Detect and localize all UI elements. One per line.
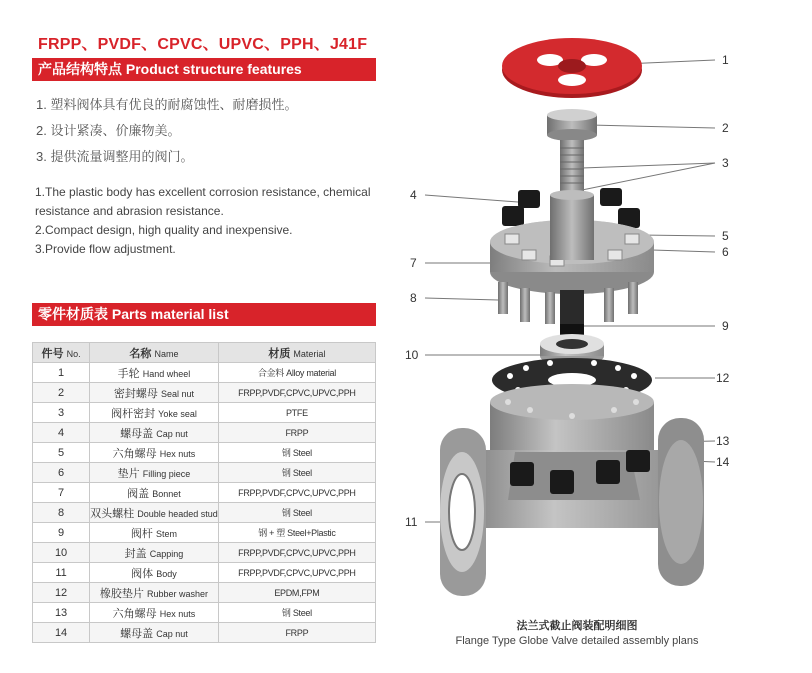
parts-title-cn: 零件材质表 <box>38 306 108 322</box>
callout-10: 10 <box>405 348 419 362</box>
part-number: 14 <box>33 623 90 643</box>
callout-2: 2 <box>722 121 729 135</box>
features-list-en <box>35 183 385 259</box>
part-name-cn: 螺母盖 <box>120 427 154 440</box>
callout-7: 7 <box>410 256 417 270</box>
part-name-en: Yoke seal <box>158 408 197 419</box>
part-number: 10 <box>33 543 90 563</box>
part-material: FRPP,PVDF,CPVC,UPVC,PPH <box>218 543 375 563</box>
part-material: 钢 Steel <box>218 443 375 463</box>
part-material: EPDM,FPM <box>218 583 375 603</box>
part-number: 12 <box>33 583 90 603</box>
part-name-en: Filling piece <box>142 468 191 479</box>
table-row <box>33 523 376 543</box>
part-number: 6 <box>33 463 90 483</box>
features-title-cn: 产品结构特点 <box>38 61 122 77</box>
part-material: 钢 Steel <box>218 463 375 483</box>
table-row <box>33 363 376 383</box>
part-material: FRPP <box>218 623 375 643</box>
feature-en: 2.Compact design, high quality and inexpensive. <box>35 223 293 237</box>
part-number: 4 <box>33 423 90 443</box>
table-row <box>33 563 376 583</box>
part-name-cn: 密封螺母 <box>113 387 158 400</box>
part-name <box>90 603 219 623</box>
features-divider <box>32 80 376 81</box>
table-row <box>33 483 376 503</box>
part-name-en: Body <box>156 568 177 579</box>
part-name <box>90 483 219 503</box>
part-name-cn: 阀盖 <box>127 487 150 500</box>
part-material: FRPP,PVDF,CPVC,UPVC,PPH <box>218 563 375 583</box>
part-number: 1 <box>33 363 90 383</box>
callout-6: 6 <box>722 245 729 259</box>
part-name-en: Capping <box>149 548 184 559</box>
part-name <box>90 363 219 383</box>
part-name-cn: 六角螺母 <box>112 607 157 620</box>
part-name-en: Rubber washer <box>146 588 208 599</box>
table-row <box>33 383 376 403</box>
header-name: 名称 Name <box>90 343 219 363</box>
callout-9: 9 <box>722 319 729 333</box>
part-name-cn: 双头螺柱 <box>90 507 135 520</box>
features-list-cn <box>36 92 297 170</box>
callout-13: 13 <box>716 434 730 448</box>
table-row <box>33 583 376 603</box>
part-name <box>90 623 219 643</box>
part-name-en: Cap nut <box>156 628 188 639</box>
part-name-en: Hand wheel <box>142 368 191 379</box>
features-title-en: Product structure features <box>125 61 302 77</box>
parts-table <box>32 342 376 643</box>
table-row <box>33 603 376 623</box>
valve-assembly-diagram <box>400 30 740 615</box>
part-number: 8 <box>33 503 90 523</box>
part-name-cn: 阀杆密封 <box>111 407 156 420</box>
callout-4: 4 <box>410 188 417 202</box>
part-material: PTFE <box>218 403 375 423</box>
part-name-cn: 橡胶垫片 <box>99 587 144 600</box>
part-name <box>90 583 219 603</box>
seal-nut <box>547 109 597 141</box>
part-name-en: Bonnet <box>152 488 181 499</box>
part-name <box>90 463 219 483</box>
callout-14: 14 <box>716 455 730 469</box>
part-name-cn: 阀体 <box>131 567 154 580</box>
part-name-en: Cap nut <box>156 428 188 439</box>
part-material: FRPP,PVDF,CPVC,UPVC,PPH <box>218 383 375 403</box>
part-name-en: Stem <box>155 528 177 539</box>
parts-banner <box>32 303 376 325</box>
header-no: 件号 No. <box>33 343 90 363</box>
part-material: FRPP <box>218 423 375 443</box>
part-name-cn: 螺母盖 <box>120 627 154 640</box>
callout-5: 5 <box>722 229 729 243</box>
part-name-cn: 阀杆 <box>130 527 153 540</box>
model-list: FRPP、PVDF、CPVC、UPVC、PPH、J41F <box>38 36 368 53</box>
part-number: 11 <box>33 563 90 583</box>
handwheel <box>502 38 642 98</box>
part-name <box>90 423 219 443</box>
table-row <box>33 443 376 463</box>
callout-12: 12 <box>716 371 730 385</box>
table-header-row <box>33 343 376 363</box>
stem <box>560 290 584 340</box>
part-number: 2 <box>33 383 90 403</box>
part-name-en: Seal nut <box>160 388 194 399</box>
caption-cn: 法兰式截止阀装配明细图 <box>516 620 638 632</box>
part-name-cn: 六角螺母 <box>112 447 157 460</box>
part-name <box>90 563 219 583</box>
part-name-en: Hex nuts <box>159 448 196 459</box>
feature-en: 1.The plastic body has excellent corrosion resistance, chemical resistance and abrasion resistance. <box>35 185 371 218</box>
part-name <box>90 543 219 563</box>
part-name <box>90 443 219 463</box>
table-row <box>33 403 376 423</box>
diagram-caption <box>432 617 722 647</box>
part-number: 9 <box>33 523 90 543</box>
parts-title-en: Parts material list <box>111 306 229 322</box>
feature-cn: 1. 塑料阀体具有优良的耐腐蚀性、耐磨损性。 <box>36 97 298 112</box>
part-name-en: Hex nuts <box>159 608 196 619</box>
part-name-cn: 垫片 <box>117 467 140 480</box>
part-material: 钢 Steel <box>218 503 375 523</box>
part-material: 钢 + 塑 Steel+Plastic <box>218 523 375 543</box>
part-material: FRPP,PVDF,CPVC,UPVC,PPH <box>218 483 375 503</box>
part-name <box>90 523 219 543</box>
part-name <box>90 503 219 523</box>
parts-divider <box>32 325 376 326</box>
part-name <box>90 403 219 423</box>
table-row <box>33 543 376 563</box>
part-name <box>90 383 219 403</box>
part-name-cn: 手轮 <box>117 367 140 380</box>
features-banner <box>32 58 376 80</box>
callout-3: 3 <box>722 156 729 170</box>
part-name-en: Double headed stud <box>137 508 218 519</box>
feature-en: 3.Provide flow adjustment. <box>35 242 176 256</box>
callout-1: 1 <box>722 53 729 67</box>
feature-cn: 2. 设计紧凑、价廉物美。 <box>36 123 181 138</box>
caption-en: Flange Type Globe Valve detailed assembly plans <box>455 635 699 647</box>
part-material: 钢 Steel <box>218 603 375 623</box>
table-row <box>33 503 376 523</box>
feature-cn: 3. 提供流量调整用的阀门。 <box>36 149 194 164</box>
part-number: 3 <box>33 403 90 423</box>
valve-body <box>440 384 704 596</box>
part-number: 5 <box>33 443 90 463</box>
part-number: 7 <box>33 483 90 503</box>
table-row <box>33 463 376 483</box>
header-material: 材质 Material <box>218 343 375 363</box>
table-row <box>33 623 376 643</box>
part-name-cn: 封盖 <box>124 547 147 560</box>
part-material: 合金料 Alloy material <box>218 363 375 383</box>
part-number: 13 <box>33 603 90 623</box>
callout-11: 11 <box>405 515 418 529</box>
callout-8: 8 <box>410 291 417 305</box>
table-row <box>33 423 376 443</box>
